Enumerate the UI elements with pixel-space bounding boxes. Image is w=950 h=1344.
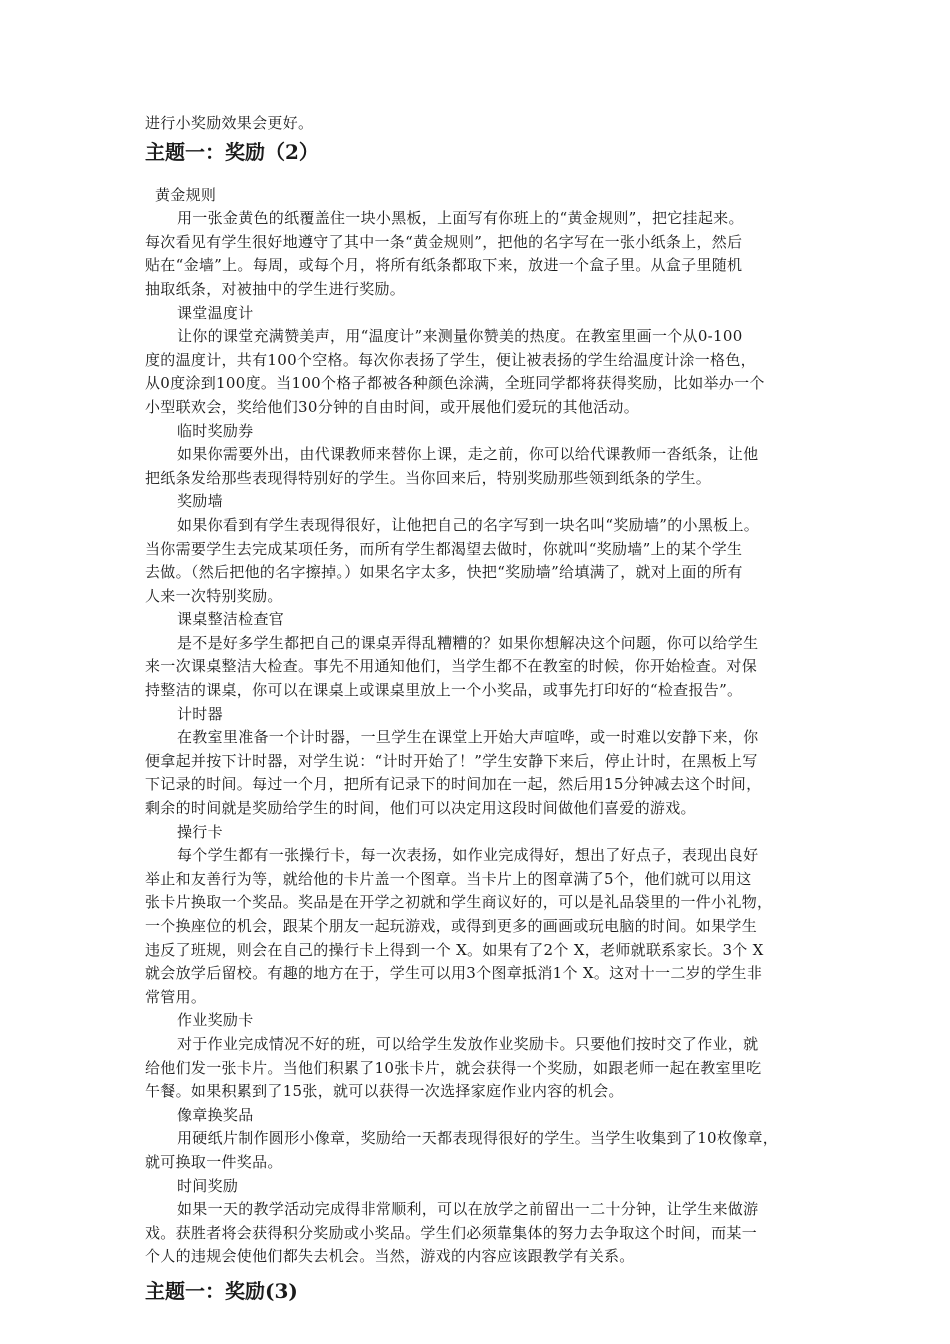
reward-paragraph (145, 1127, 813, 1174)
paragraph-line: 如果你需要外出，由代课教师来替你上课，走之前，你可以给代课教师一沓纸条，让他 (177, 445, 759, 464)
paragraph-line: 让你的课堂充满赞美声，用“温度计”来测量你赞美的热度。在教室里画一个从0-100 (177, 327, 743, 346)
paragraph-line: 常管用。 (145, 987, 207, 1006)
paragraph-line: 是不是好多学生都把自己的课桌弄得乱糟糟的？如果你想解决这个问题，你可以给学生 (177, 633, 759, 652)
reward-section (145, 703, 813, 821)
paragraph-line: 来一次课桌整洁大检查。事先不用通知他们，当学生都不在教室的时候，你开始检查。对保 (145, 657, 758, 676)
reward-section (145, 184, 813, 302)
intro-line: 进行小奖励效果会更好。 (145, 114, 314, 132)
paragraph-line: 小型联欢会，奖给他们30分钟的自由时间，或开展他们爱玩的其他活动。 (145, 397, 639, 416)
paragraph-line: 把纸条发给那些表现得特别好的学生。当你回来后，特别奖励那些领到纸条的学生。 (145, 468, 712, 487)
paragraph-line: 对于作业完成情况不好的班，可以给学生发放作业奖励卡。只要他们按时交了作业，就 (177, 1034, 759, 1053)
paragraph-line: 便拿起并按下计时器，对学生说：“计时开始了！”学生安静下来后，停止计时，在黑板上写 (145, 751, 758, 770)
paragraph-line: 剩余的时间就是奖励给学生的时间，他们可以决定用这段时间做他们喜爱的游戏。 (145, 799, 696, 818)
paragraph-line: 每个学生都有一张操行卡，每一次表扬，如作业完成得好，想出了好点子，表现出良好 (177, 846, 759, 865)
paragraph-line: 当你需要学生去完成某项任务，而所有学生都渴望去做时，你就叫“奖励墙”上的某个学生 (145, 539, 743, 558)
reward-paragraph (145, 632, 813, 703)
reward-title: 计时器 (177, 704, 223, 723)
reward-title: 课堂温度计 (177, 303, 254, 322)
reward-paragraph (145, 844, 813, 1009)
paragraph-line: 去做。（然后把他的名字擦掉。）如果名字太多，快把“奖励墙”给填满了，就对上面的所有 (145, 563, 743, 582)
paragraph-line: 张卡片换取一个奖品。奖品是在开学之初就和学生商议好的，可以是礼品袋里的一件小礼物， (145, 893, 773, 912)
paragraph-line: 一个换座位的机会，跟某个朋友一起玩游戏，或得到更多的画画或玩电脑的时间。如果学生 (145, 917, 758, 935)
reward-paragraph (145, 514, 813, 608)
paragraph-line: 就会放学后留校。有趣的地方在于，学生可以用3个图章抵消1个 X。这对十一二岁的学生非 (145, 964, 763, 983)
reward-section (145, 821, 813, 1010)
reward-section (145, 608, 813, 702)
document-page (145, 112, 813, 1305)
paragraph-line: 用硬纸片制作圆形小像章，奖励给一天都表现得很好的学生。当学生收集到了10枚像章， (177, 1129, 779, 1148)
section-heading-2: 主题一：奖励（2） (145, 139, 319, 164)
reward-paragraph (145, 1033, 813, 1104)
reward-title: 黄金规则 (155, 185, 217, 204)
paragraph-line: 人来一次特别奖励。 (145, 586, 283, 605)
paragraph-line: 戏。获胜者将会获得积分奖励或小奖品。学生们必须靠集体的努力去争取这个时间，而某一 (145, 1223, 758, 1242)
paragraph-line: 从0度涂到100度。当100个格子都被各种颜色涂满，全班同学都将获得奖励，比如举办一个 (145, 374, 765, 393)
paragraph-line: 个人的违规会使他们都失去机会。当然，游戏的内容应该跟教学有关系。 (145, 1247, 635, 1266)
paragraph-line: 贴在“金墙”上。每周，或每个月，将所有纸条都取下来，放进一个盒子里。从盒子里随机 (145, 256, 743, 275)
reward-title: 时间奖励 (177, 1176, 239, 1195)
reward-section (145, 1009, 813, 1103)
paragraph-line: 用一张金黄色的纸覆盖住一块小黑板，上面写有你班上的“黄金规则”，把它挂起来。 (177, 209, 744, 228)
reward-title: 临时奖励券 (177, 421, 254, 440)
reward-paragraph (145, 1198, 813, 1269)
reward-title: 操行卡 (177, 822, 223, 841)
paragraph-line: 给他们发一张卡片。当他们积累了10张卡片，就会获得一个奖励，如跟老师一起在教室里吃 (145, 1058, 762, 1077)
reward-title: 像章换奖品 (177, 1105, 254, 1124)
section-heading-3: 主题一：奖励(3) (145, 1278, 298, 1303)
reward-paragraph (145, 443, 813, 490)
reward-section (145, 490, 813, 608)
paragraph-line: 如果一天的教学活动完成得非常顺利，可以在放学之前留出一二十分钟，让学生来做游 (177, 1200, 759, 1219)
paragraph-line: 度的温度计，共有100个空格。每次你表扬了学生，便让被表扬的学生给温度计涂一格色， (145, 350, 756, 369)
paragraph-line: 举止和友善行为等，就给他的卡片盖一个图章。当卡片上的图章满了5个，他们就可以用这 (145, 869, 752, 888)
paragraph-line: 抽取纸条，对被抽中的学生进行奖励。 (145, 279, 406, 298)
reward-section (145, 1175, 813, 1269)
reward-paragraph (145, 325, 813, 419)
reward-paragraph (145, 207, 813, 301)
reward-section (145, 1104, 813, 1175)
paragraph-line: 下记录的时间。每过一个月，把所有记录下的时间加在一起，然后用15分钟减去这个时间， (145, 775, 762, 794)
reward-section (145, 302, 813, 420)
reward-title: 课桌整洁检查官 (177, 610, 285, 629)
paragraph-line: 在教室里准备一个计时器，一旦学生在课堂上开始大声喧哗，或一时难以安静下来，你 (177, 728, 759, 747)
paragraph-line: 违反了班规，则会在自己的操行卡上得到一个 X。如果有了2个 X，老师就联系家长。3个 X (145, 940, 764, 959)
reward-paragraph (145, 726, 813, 820)
reward-title: 奖励墙 (177, 492, 223, 511)
paragraph-line: 就可换取一件奖品。 (145, 1152, 283, 1171)
paragraph-line: 每次看见有学生很好地遵守了其中一条“黄金规则”，把他的名字写在一张小纸条上，然后 (145, 232, 743, 251)
paragraph-line: 持整洁的课桌，你可以在课桌上或课桌里放上一个小奖品，或事先打印好的“检查报告”。 (145, 681, 743, 700)
reward-title: 作业奖励卡 (177, 1011, 254, 1030)
reward-section (145, 420, 813, 491)
paragraph-line: 午餐。如果积累到了15张，就可以获得一次选择家庭作业内容的机会。 (145, 1082, 624, 1101)
paragraph-line: 如果你看到有学生表现得很好，让他把自己的名字写到一块名叫“奖励墙”的小黑板上。 (177, 515, 760, 534)
sections-container (145, 184, 813, 1269)
